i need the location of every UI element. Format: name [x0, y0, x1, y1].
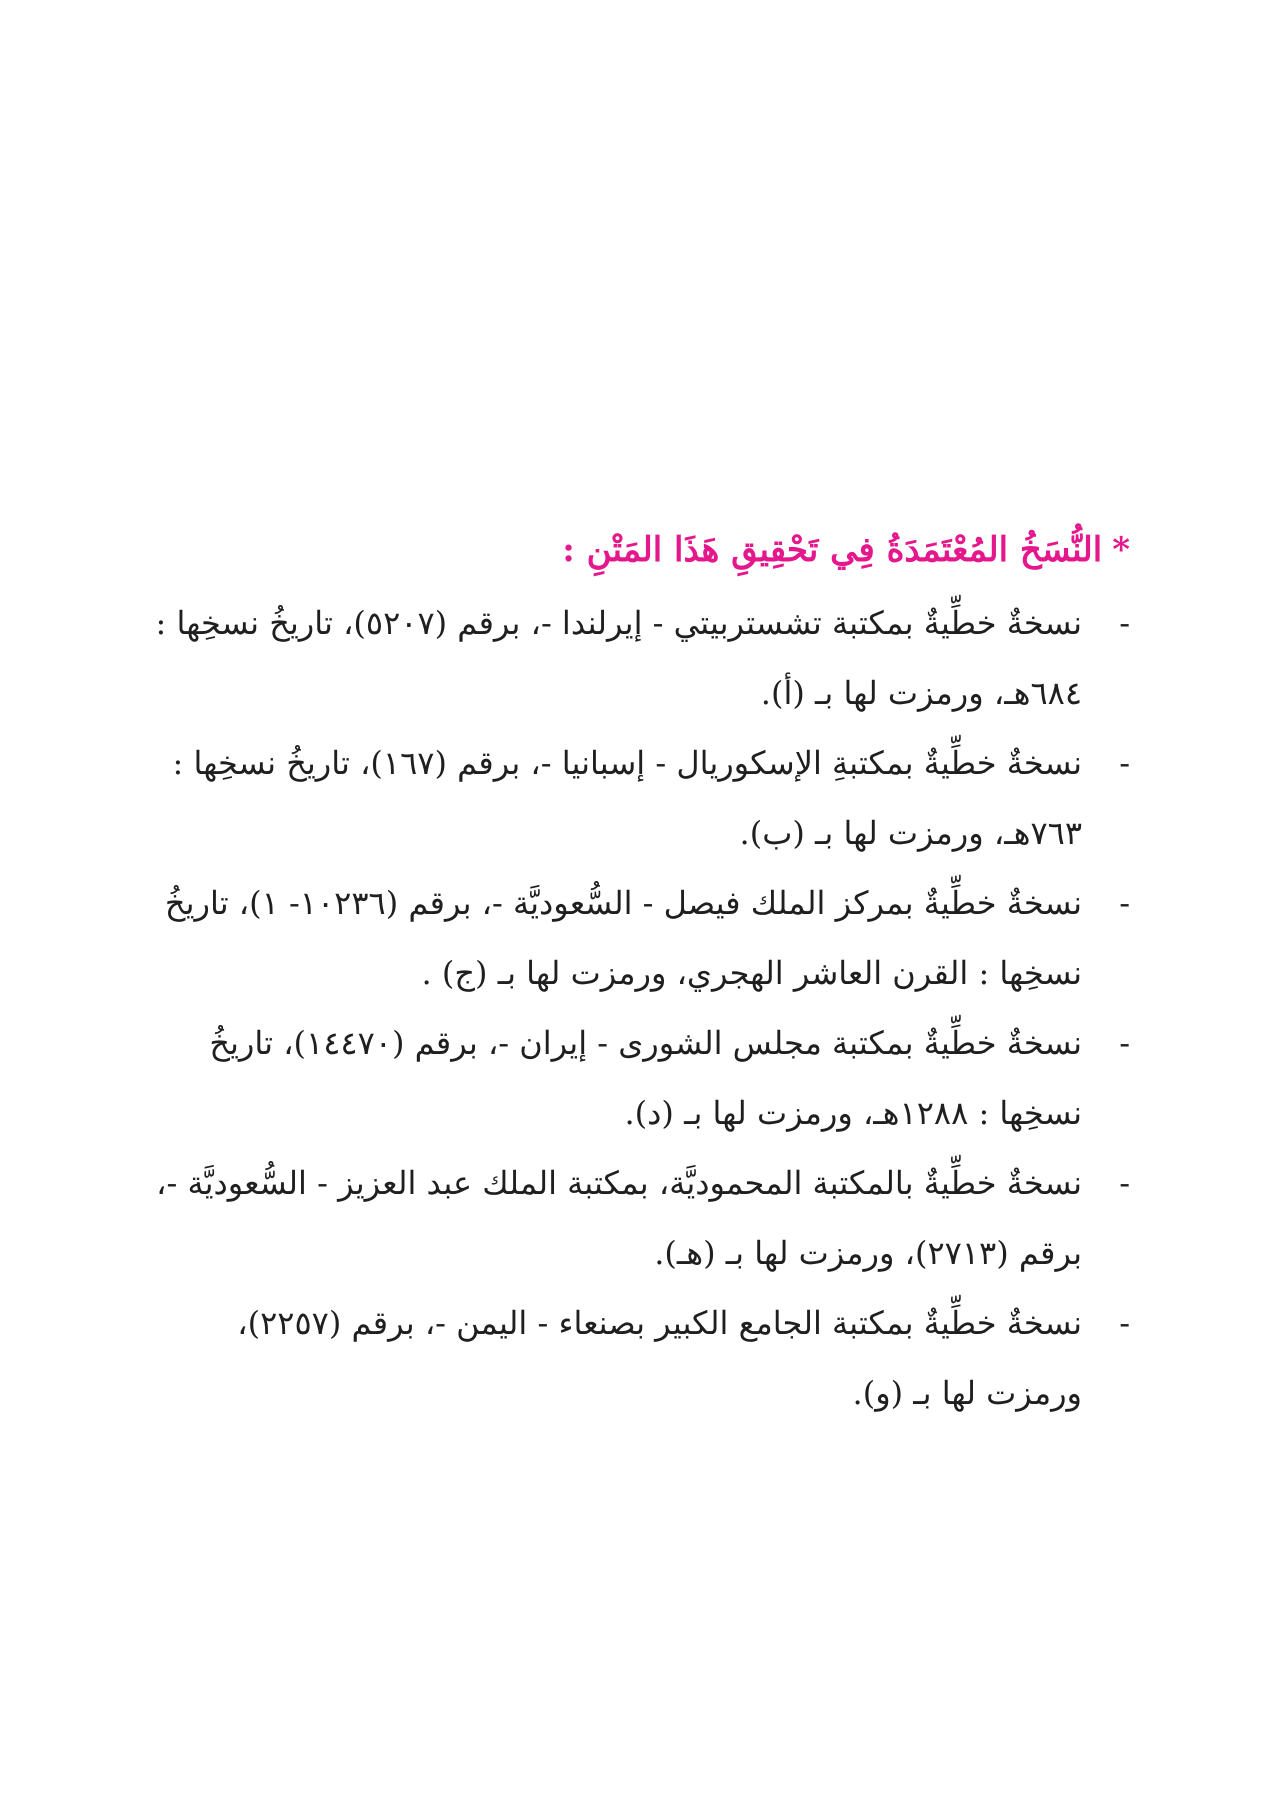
list-item [150, 588, 1130, 728]
manuscript-description: نسخةٌ خطِّيةٌ بمكتبة تشستربيتي - إيرلندا -، برقم (٥٢٠٧)، تاريخُ نسخِها : ٦٨٤هـ، ورمزت لها بـ (أ). [155, 604, 1082, 712]
list-dash: - [1119, 744, 1130, 782]
manuscript-description: نسخةٌ خطِّيةٌ بمركز الملك فيصل - السُّعوديَّة -، برقم (١٠٢٣٦- ١)، تاريخُ نسخِها : القرن العاشر الهجري، ورمزت لها بـ (ج) . [164, 884, 1082, 992]
list-item [150, 728, 1130, 868]
asterisk-marker: * [1112, 530, 1130, 570]
list-dash: - [1119, 1164, 1130, 1202]
manuscript-description: نسخةٌ خطِّيةٌ بمكتبةِ الإسكوريال - إسبانيا -، برقم (١٦٧)، تاريخُ نسخِها : ٧٦٣هـ، ورمزت لها بـ (ب). [172, 744, 1082, 852]
list-item [150, 1008, 1130, 1148]
list-dash: - [1119, 1024, 1130, 1062]
list-item [150, 868, 1130, 1008]
section-heading-text: النُّسَخُ المُعْتَمَدَةُ فِي تَحْقِيقِ هَذَا المَتْنِ : [562, 530, 1103, 570]
manuscript-description: نسخةٌ خطِّيةٌ بالمكتبة المحموديَّة، بمكتبة الملك عبد العزيز - السُّعوديَّة -، برقم (٢٧١٣)، ورمزت لها بـ (هـ). [156, 1164, 1082, 1272]
list-dash: - [1119, 884, 1130, 922]
list-dash: - [1119, 604, 1130, 642]
manuscript-description: نسخةٌ خطِّيةٌ بمكتبة مجلس الشورى - إيران -، برقم (١٤٤٧٠)، تاريخُ نسخِها : ١٢٨٨هـ، ورمزت لها بـ (د). [209, 1024, 1082, 1132]
list-item [150, 1288, 1130, 1428]
section-heading [150, 520, 1130, 580]
manuscripts-section [150, 520, 1130, 1428]
manuscript-list [150, 588, 1130, 1428]
list-dash: - [1119, 1304, 1130, 1342]
manuscript-description: نسخةٌ خطِّيةٌ بمكتبة الجامع الكبير بصنعاء - اليمن -، برقم (٢٢٥٧)، ورمزت لها بـ (و). [237, 1304, 1082, 1412]
list-item [150, 1148, 1130, 1288]
